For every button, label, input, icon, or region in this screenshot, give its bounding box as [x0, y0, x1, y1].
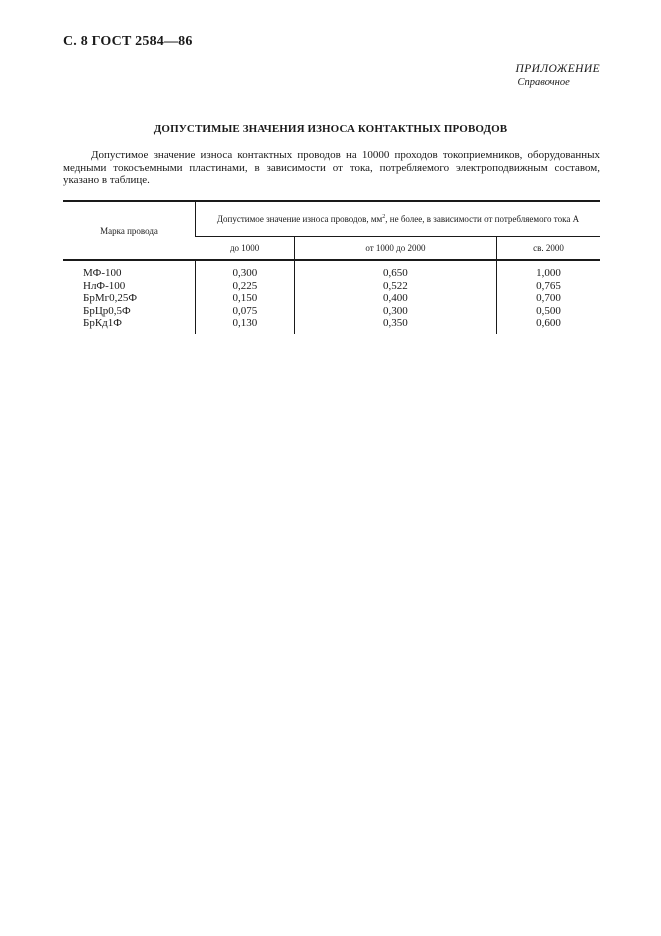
wear-value: 0,500 — [497, 305, 600, 318]
wire-brand: МФ-100 — [83, 267, 122, 279]
table-row — [63, 305, 600, 318]
wire-brand: НлФ-100 — [83, 279, 126, 292]
table-row — [63, 317, 600, 334]
table-row — [63, 260, 600, 280]
wire-brand: БрКд1Ф — [83, 317, 122, 329]
wear-value: 0,150 — [196, 292, 295, 305]
table-row — [63, 292, 600, 305]
wire-brand: БрЦр0,5Ф — [83, 304, 131, 317]
table-row — [63, 280, 600, 293]
wear-group-header-suffix: , не более, в зависимости от потребляемого тока А — [385, 213, 580, 224]
wear-value: 0,350 — [294, 317, 496, 334]
wear-value: 0,300 — [294, 305, 496, 318]
wear-group-header — [196, 201, 601, 237]
appendix-label: ПРИЛОЖЕНИЕ — [515, 63, 600, 75]
wear-value: 0,300 — [196, 260, 295, 280]
wear-group-header-sup: 2 — [382, 213, 386, 220]
wear-value: 0,225 — [196, 280, 295, 293]
appendix-block — [516, 63, 600, 89]
appendix-type: Справочное — [517, 77, 570, 88]
wear-table — [63, 200, 600, 334]
wear-value: 0,765 — [497, 280, 600, 293]
wear-group-header-prefix: Допустимое значение износа проводов, мм — [216, 213, 383, 224]
brand-column-header: Марка провода — [63, 201, 196, 260]
wear-value: 0,130 — [196, 317, 295, 334]
wear-value: 0,700 — [497, 292, 600, 305]
wear-value: 1,000 — [497, 260, 600, 280]
intro-paragraph: Допустимое значение износа контактных проводов на 10000 проходов токоприемников, оборудованных медными токосъемными пластинами, в зависимости от тока, потребляемого электроподвижным составом, указано в таблице. — [63, 149, 600, 186]
wear-value: 0,650 — [294, 260, 496, 280]
document-title: ДОПУСТИМЫЕ ЗНАЧЕНИЯ ИЗНОСА КОНТАКТНЫХ ПРОВОДОВ — [153, 123, 508, 135]
subheader-over-2000: св. 2000 — [497, 237, 600, 261]
wear-value: 0,075 — [196, 305, 295, 318]
table-header-row — [63, 201, 600, 237]
wire-brand: БрМг0,25Ф — [83, 292, 138, 304]
subheader-up-to-1000: до 1000 — [196, 237, 295, 261]
wear-value: 0,400 — [294, 292, 496, 305]
wear-value: 0,522 — [294, 280, 496, 293]
wear-value: 0,600 — [497, 317, 600, 334]
page-header: С. 8 ГОСТ 2584—86 — [63, 34, 193, 49]
subheader-1000-2000: от 1000 до 2000 — [294, 237, 496, 261]
